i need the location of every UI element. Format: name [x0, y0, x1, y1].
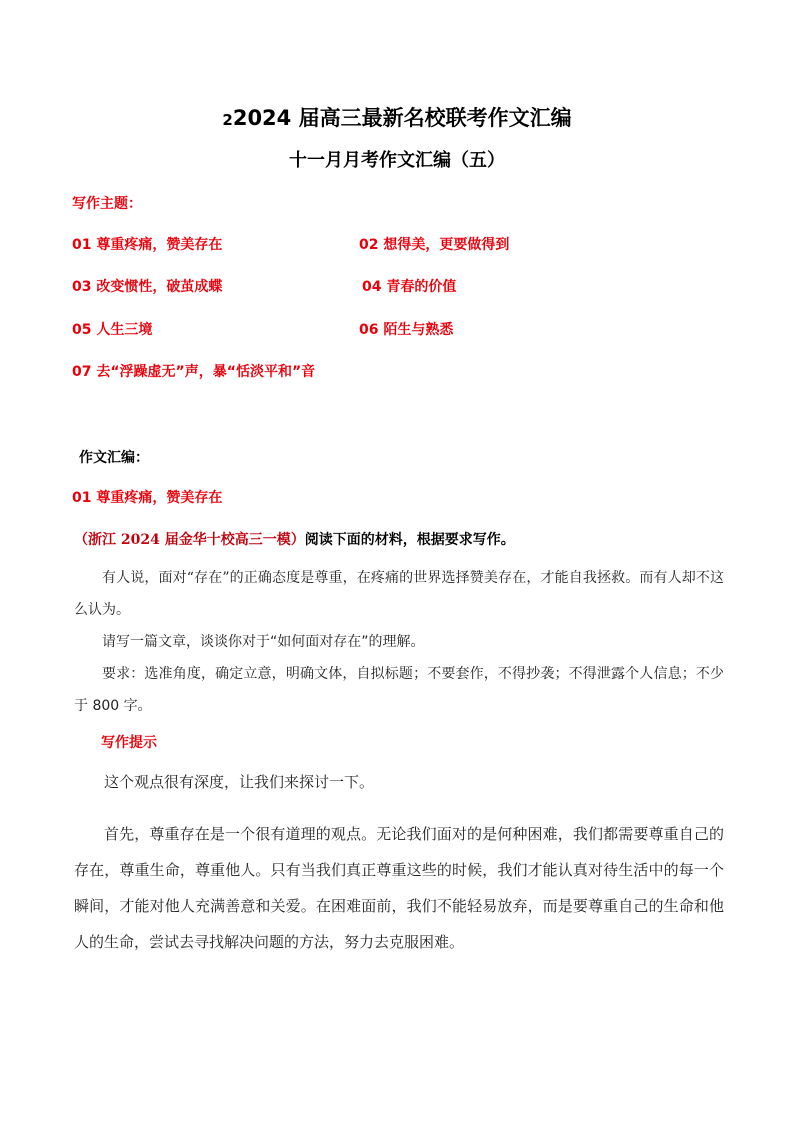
document-subtitle: 十一月月考作文汇编（五） [289, 150, 505, 171]
topic-item-06: 06 陌生与熟悉 [359, 322, 454, 338]
compilation-heading: 作文汇编： [79, 450, 149, 466]
prompt-source: （浙江 2024 届金华十校高三一模） [74, 532, 305, 548]
prompt-source-line [74, 530, 515, 551]
topic-item-01: 01 尊重疼痛，赞美存在 [72, 237, 223, 253]
prompt-instruction: 阅读下面的材料，根据要求写作。 [304, 532, 515, 548]
prompt-requirements: 要求：选准角度，确定立意，明确文体，自拟标题；不要套作，不得抄袭；不得泄露个人信息；不少于 800 字。 [74, 666, 724, 714]
prompt-material: 有人说，面对“存在”的正确态度是尊重，在疼痛的世界选择赞美存在，才能自我拯救。而有人却不这么认为。 [74, 570, 724, 618]
tips-heading: 写作提示 [101, 735, 157, 751]
tips-paragraph-1: 这个观点很有深度，让我们来探讨一下。 [104, 773, 375, 791]
topic-item-07: 07 去“浮躁虚无”声，暴“恬淡平和”音 [72, 364, 316, 380]
topics-heading: 写作主题： [72, 196, 142, 212]
topic-item-03: 03 改变惯性，破茧成蝶 [72, 279, 223, 295]
title-prefix: 2 [222, 111, 233, 129]
topic-item-05: 05 人生三境 [72, 322, 153, 338]
topic-item-04: 04 青春的价值 [362, 279, 457, 295]
tips-paragraph-2: 首先，尊重存在是一个很有道理的观点。无论我们面对的是何种困难，我们都需要尊重自己的存在，尊重生命，尊重他人。只有当我们真正尊重这些的时候，我们才能认真对待生活中的每一个瞬间，才能对他人充满善意和关爱。在困难面前，我们不能轻易放弃，而是要尊重自己的生命和他人的生命，尝试去寻找解决问题的方法，努力去克服困难。 [74, 825, 724, 951]
topic-item-02: 02 想得美，更要做得到 [359, 237, 510, 253]
title-main: 2024 届高三最新名校联考作文汇编 [232, 106, 572, 130]
section-title: 01 尊重疼痛，赞美存在 [72, 490, 223, 506]
document-title [0, 104, 794, 134]
prompt-task: 请写一篇文章，谈谈你对于“如何面对存在”的理解。 [102, 634, 425, 650]
